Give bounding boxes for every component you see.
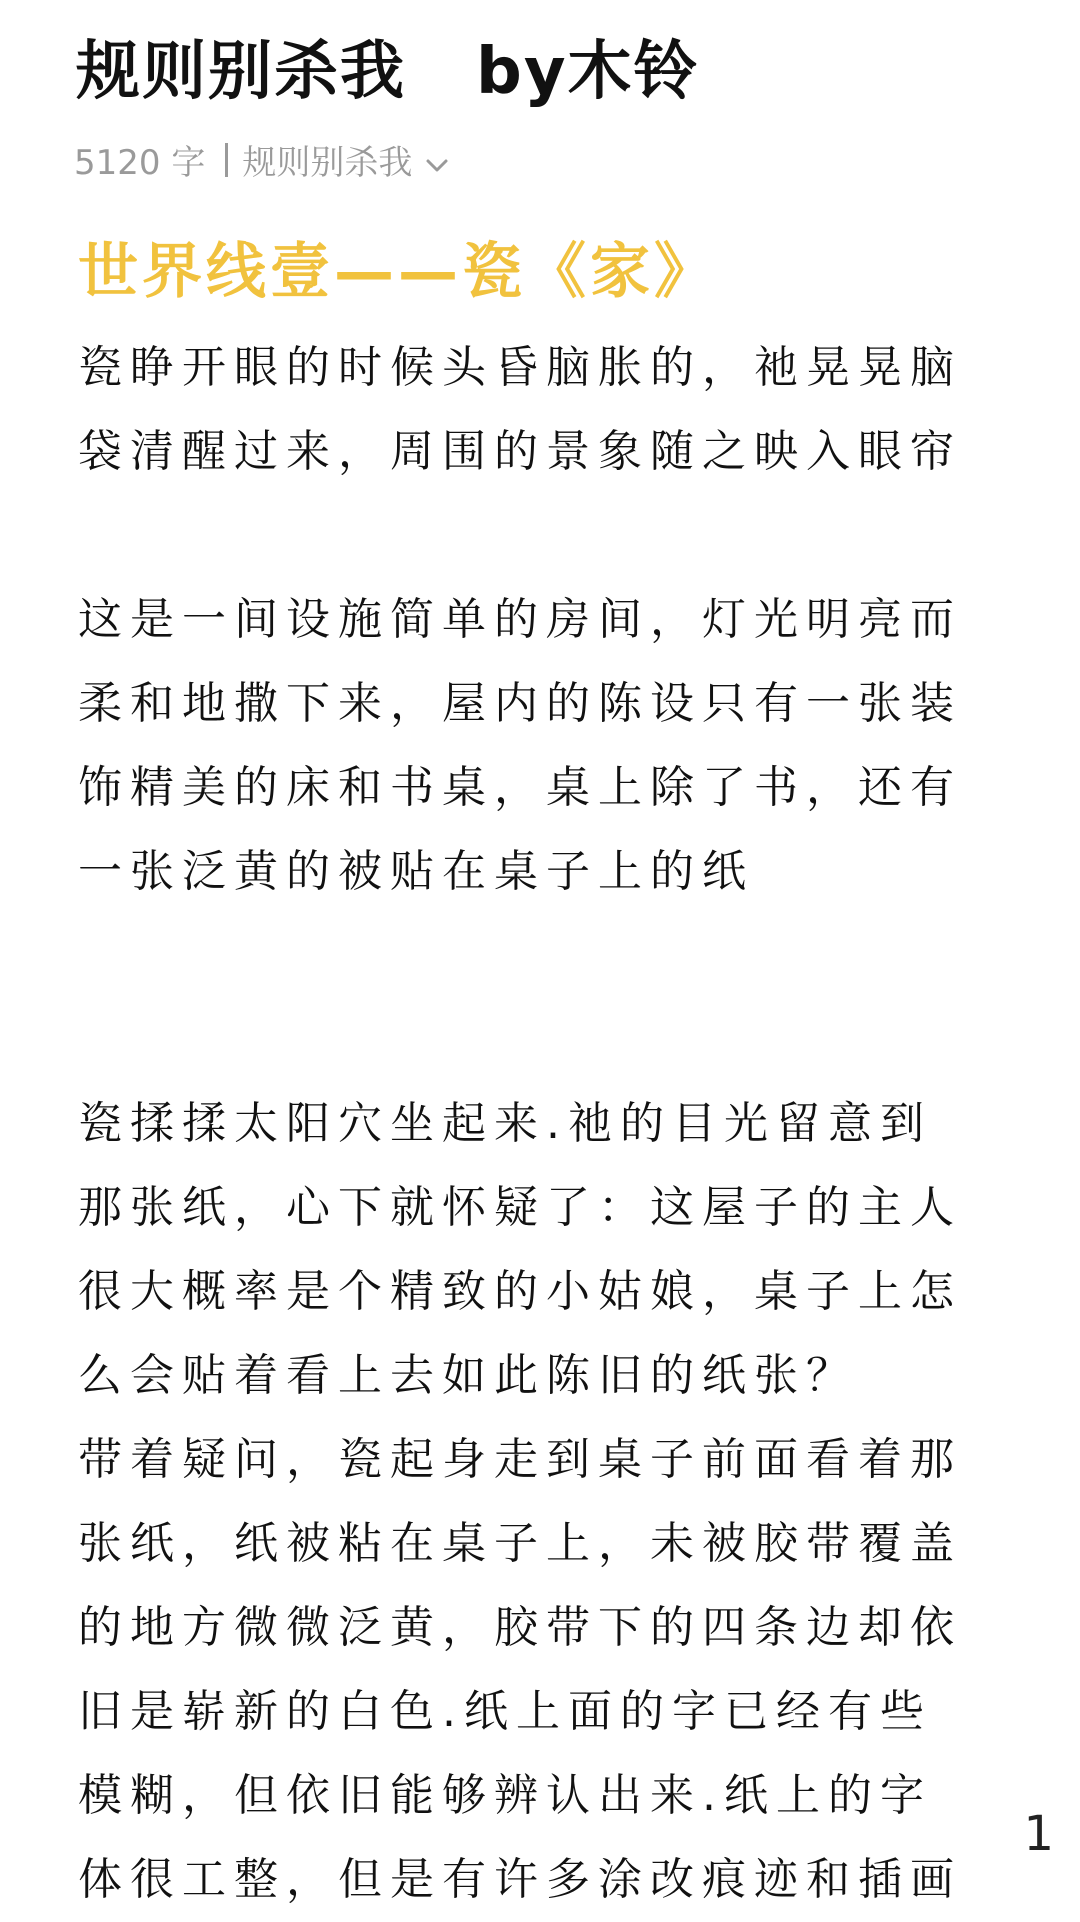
text-line: 模糊，但依旧能够辨认出来.纸上的字 [78, 1770, 932, 1821]
article-title: 规则别杀我 [76, 35, 406, 109]
text-line: 一张泛黄的被贴在桌子上的纸 [78, 846, 754, 897]
article-body [78, 326, 1018, 1922]
article-title-bar [76, 20, 700, 112]
word-count: 5120 字 [74, 143, 206, 183]
meta-divider [225, 143, 228, 177]
paragraph [78, 326, 1018, 494]
text-line: 带着疑问，瓷起身走到桌子前面看着那 [78, 1434, 962, 1485]
text-line: 瓷睁开眼的时候头昏脑胀的，祂晃晃脑 [78, 342, 962, 393]
text-line: 袋清醒过来，周围的景象随之映入眼帘 [78, 426, 962, 477]
page-number: 1 [1023, 1806, 1054, 1862]
article-meta [74, 135, 450, 184]
text-line: 那张纸，心下就怀疑了：这屋子的主人 [78, 1182, 962, 1233]
text-line: 么会贴着看上去如此陈旧的纸张？ [78, 1350, 858, 1401]
text-line: 很大概率是个精致的小姑娘，桌子上怎 [78, 1266, 962, 1317]
text-line: 柔和地撒下来，屋内的陈设只有一张装 [78, 678, 962, 729]
text-line: 这是一间设施简单的房间，灯光明亮而 [78, 594, 962, 645]
collection-link[interactable]: 规则别杀我 [242, 143, 413, 183]
article-author[interactable]: by木铃 [476, 35, 700, 109]
text-line: 旧是崭新的白色.纸上面的字已经有些 [78, 1686, 932, 1737]
text-line: 体很工整，但是有许多涂改痕迹和插画 [78, 1854, 962, 1905]
text-line: 瓷揉揉太阳穴坐起来.祂的目光留意到 [78, 1098, 932, 1149]
paragraph [78, 578, 1018, 914]
chevron-down-icon[interactable] [424, 147, 450, 173]
paragraph [78, 1418, 1018, 1922]
chapter-title: 世界线壹——瓷《家》 [78, 237, 718, 307]
text-line: 张纸，纸被粘在桌子上，未被胶带覆盖 [78, 1518, 962, 1569]
text-line: 饰精美的床和书桌，桌上除了书，还有 [78, 762, 962, 813]
text-line: 的地方微微泛黄，胶带下的四条边却依 [78, 1602, 962, 1653]
paragraph [78, 1082, 1018, 1418]
